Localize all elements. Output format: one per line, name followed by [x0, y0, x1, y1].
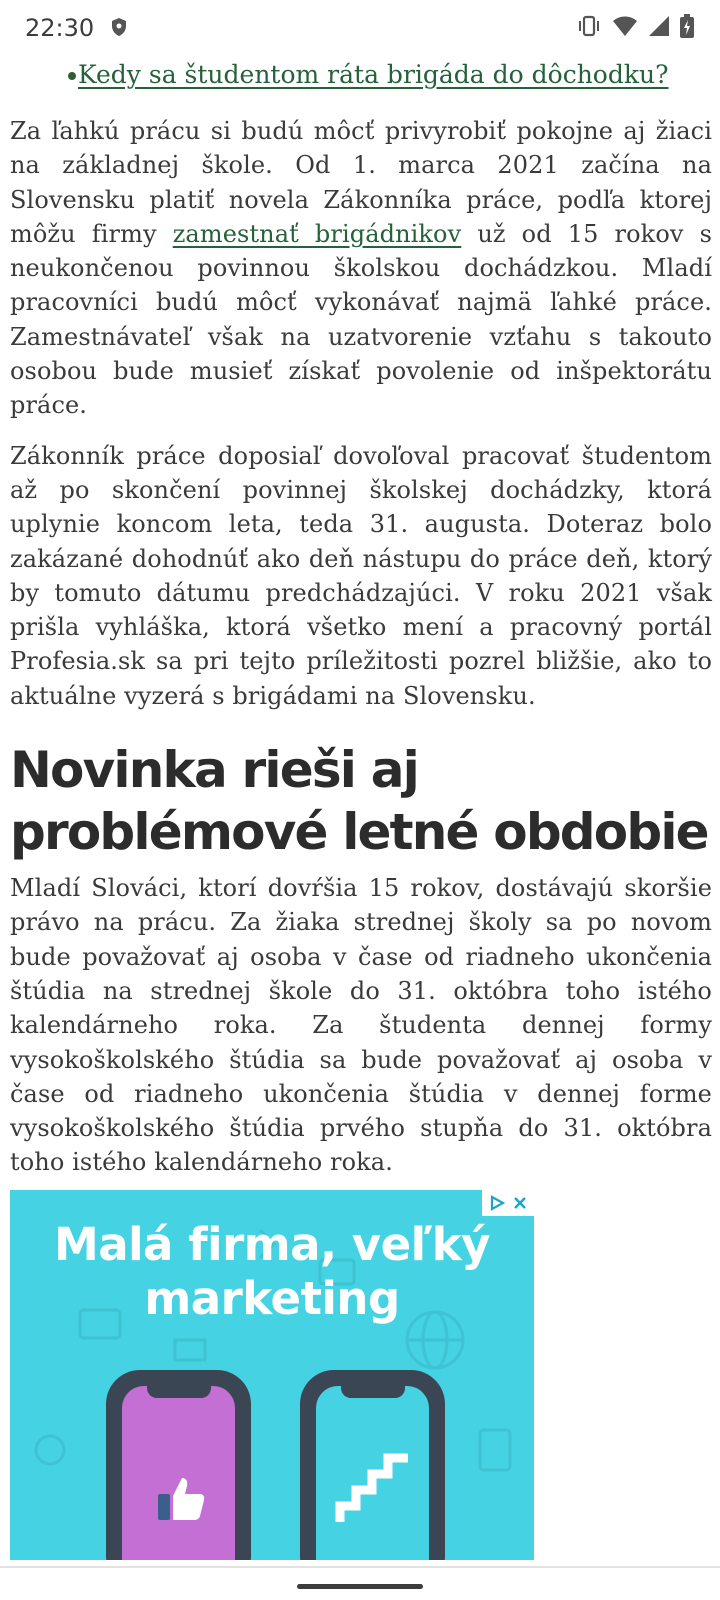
advertisement-banner[interactable]	[10, 1190, 534, 1560]
wifi-icon	[612, 15, 638, 37]
section-heading: Novinka rieši aj problémové letné obdobie	[10, 741, 708, 862]
ad-badge[interactable]	[482, 1190, 534, 1216]
ad-headline: Malá firma, veľký marketing	[53, 1218, 490, 1325]
table-of-contents	[10, 56, 712, 94]
signal-icon	[648, 15, 670, 37]
phone-notch	[341, 1382, 405, 1398]
paragraph-text: už od 15 rokov s neukončenou povinnou školskou dochádzkou. Mladí pracovníci budú môcť vykonávať najmä ľahké práce. Zamestnávateľ však na uzatvorenie vzťahu s takouto osobou bude musieť získať povolenie od inšpektorátu práce.	[10, 219, 713, 420]
phone-illustration	[300, 1370, 445, 1560]
status-time: 22:30	[25, 14, 95, 42]
phone-illustration	[106, 1370, 251, 1560]
bottom-divider	[0, 1566, 720, 1568]
phone-screen	[316, 1386, 429, 1560]
paragraph	[10, 114, 712, 423]
battery-icon	[680, 14, 694, 38]
bullet	[68, 72, 76, 80]
status-icons	[576, 14, 694, 38]
vibrate-icon	[576, 15, 602, 37]
home-indicator[interactable]	[297, 1584, 423, 1589]
paragraph: Mladí Slováci, ktorí dovŕšia 15 rokov, dostávajú skoršie právo na prácu. Za žiaka strednej školy sa po novom bude považovať aj osoba v čase od riadneho ukončenia štúdia na strednej škole do 31. októbra toho istého kalendárneho roka. Za študenta dennej formy vysokoškolského štúdia sa bude považovať aj osoba v čase od riadneho ukončenia štúdia v dennej forme vysokoškolského štúdia prvého stupňa do 31. októbra toho istého kalendárneho roka.	[10, 874, 712, 1177]
toc-link[interactable]: Kedy sa študentom ráta brigáda do dôchodku?	[78, 60, 669, 89]
adchoices-icon[interactable]	[489, 1195, 505, 1211]
phone-notch	[147, 1382, 211, 1398]
thumbs-up-icon	[156, 1474, 206, 1524]
close-icon[interactable]	[513, 1196, 527, 1210]
toc-item	[10, 56, 712, 94]
shield-icon	[110, 17, 128, 37]
article-content	[10, 56, 712, 1180]
phone-screen	[122, 1386, 235, 1560]
status-bar	[0, 0, 720, 56]
paragraph-text: Za ľahkú prácu si budú môcť privyrobiť pokojne aj žiaci na základnej škole. Od 1. marca 2021 začína na Slovensku platiť novela Zákonníka práce, podľa ktorej môžu firmy	[10, 117, 712, 248]
hire-students-link[interactable]: zamestnať brigádnikov	[172, 219, 462, 248]
paragraph: Zákonník práce doposiaľ dovoľoval pracovať študentom až po skončení povinnej školskej dochádzky, ktorá uplynie koncom leta, teda 31. augusta. Doteraz bolo zakázané dohodnúť ako deň nástupu do práce deň, ktorý by tomuto dátumu predchádzajúci. V roku 2021 však prišla vyhláška, ktorá všetko mení a pracovný portál Profesia.sk sa pri tejto príležitosti pozrel bližšie, ako to aktuálne vyzerá s brigádami na Slovensku.	[10, 441, 712, 710]
growth-stairs-icon	[334, 1448, 414, 1528]
